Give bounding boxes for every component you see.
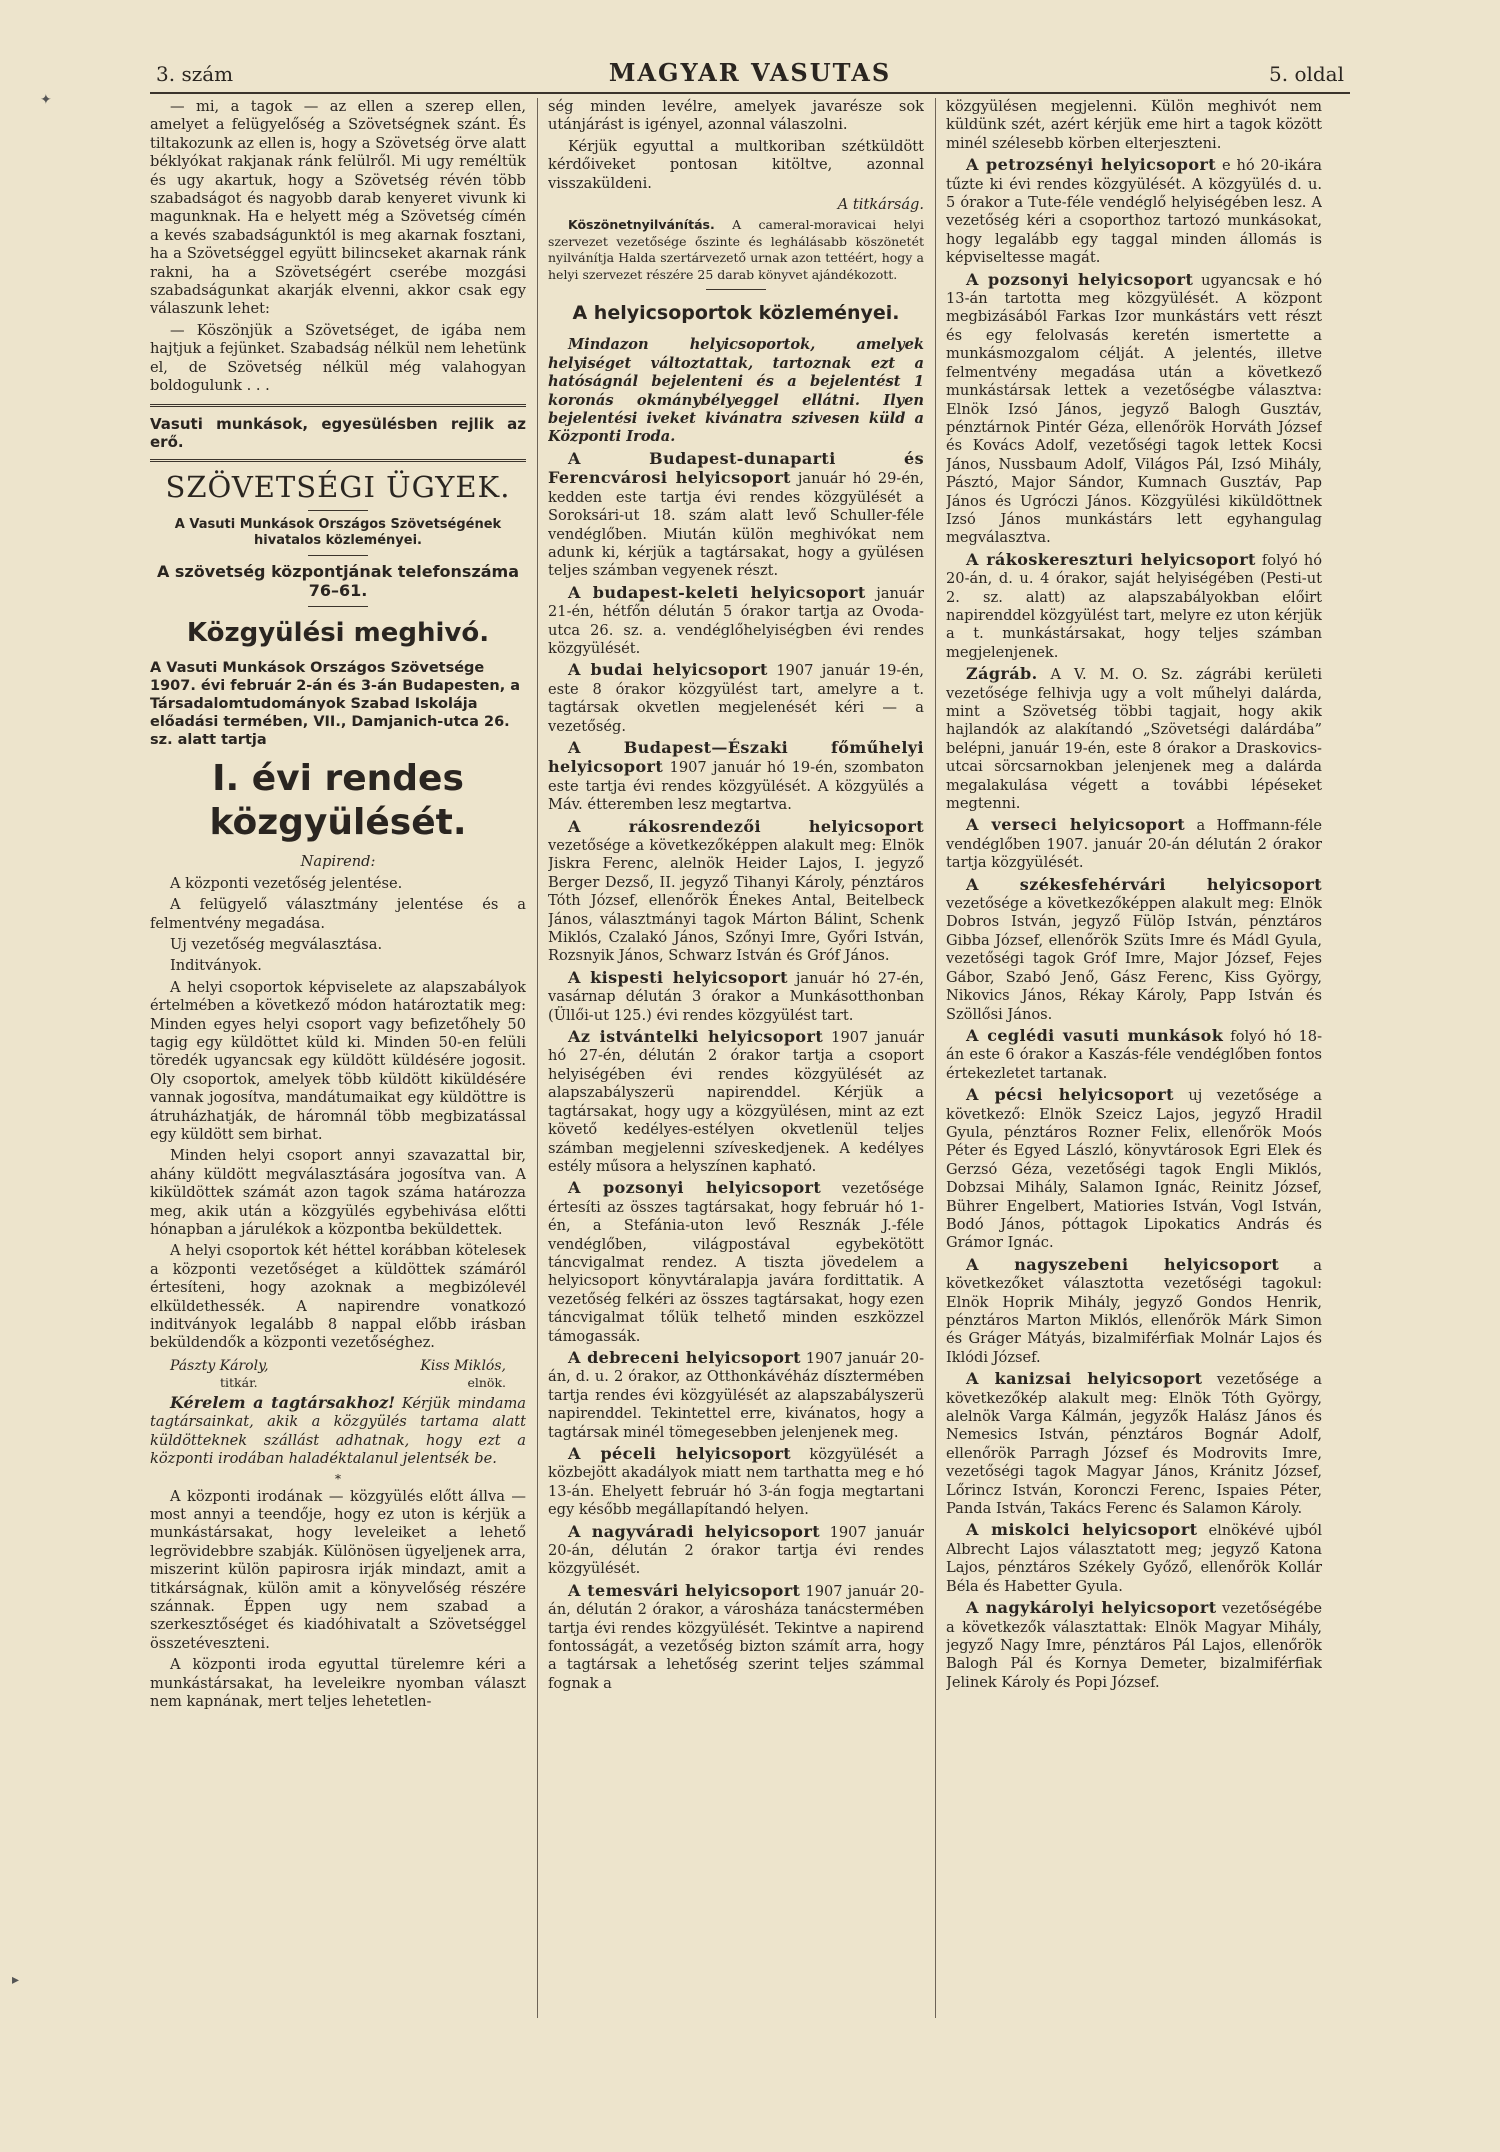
notice-group-name: A rákosrendezői helyicsoport [568, 816, 924, 836]
signatures [150, 1357, 526, 1375]
notice-text: elnökévé ujból Albrecht Lajos választatott meg; jegyző Katona Lajos, pénztáros Székely Győző, ellenőrök Kollár Béla és Habetter Gyula. [946, 1522, 1322, 1595]
local-notice [946, 1599, 1322, 1692]
request-title: Kérelem a tagtársakhoz! [170, 1392, 396, 1412]
phone-number: A szövetség központjának telefonszáma 76–61. [156, 562, 520, 601]
signature-president: Kiss Miklós, [420, 1357, 506, 1374]
local-notice [946, 156, 1322, 267]
notice-group-name: Az istvántelki helyicsoport [568, 1027, 824, 1047]
article-paragraph: közgyülésen megjelenni. Külön meghivót nem küldünk szét, azért kérjük eme hirt a tagok között minél szélesebb körben elterjeszteni. [946, 98, 1322, 152]
notice-text: vezetősége a következőkép alakult meg: Elnök Tóth György, alelnök Varga Kálmán, jegyzők Halász János és Nemesics István, pénztáros Bognár Adolf, ellenőrök Parragh József és Modrovits Imre, vezetőségi tagok Magyar János, Kránitz József, Lőrincz István, Koronczi Ferenc, Ispaies Péter, Panda István, Takács Ferenc és Salamon Károly. [946, 1371, 1322, 1518]
rules-paragraph: A helyi csoportok két héttel korábban kötelesek a központi vezetőséget a küldöttek számáról értesíteni, hogy azoknak a megbizólevél elküldethessék. A napirendre vonatkozó inditványok legalább 8 nappal előbb irásban beküldendők a központi vezetőséghez. [150, 1242, 526, 1352]
divider [308, 606, 368, 607]
notice-list [946, 156, 1322, 1692]
notice-group-name: A Budapest-dunaparti és Ferencvárosi helyicsoport [548, 448, 924, 488]
notice-text: január 21-én, hétfőn délután 5 órakor tartja az Ovoda-utca 26. sz. a. vendéglőhelyiségben évi rendes közgyülését. [548, 584, 924, 657]
notice-text: folyó hó 20-án, d. u. 4 órakor, saját helyiségében (Pesti-ut 2. sz. alatt) az alapszabályokban előirt napirenddel közgyülést tart, melyre ez uton kérjük a t. munkástársakat, hogy teljes számban megjelenjenek. [946, 551, 1322, 661]
notice-text: 1907 január 20-án, délután 2 órakor tartja évi rendes közgyülését. [548, 1523, 924, 1578]
notice-text: uj vezetősége a következő: Elnök Szeicz Lajos, jegyző Hradil Gyula, pénztáros Rozner Felix, ellenőrök Moós Péter és Egyed László, könyvtárosok Egri Elek és Gerzsó Géza, vezetőségi tagok Engli Miklós, Dobzsai Mihály, Salamon Ignác, Reinitz József, Bührer Engelbert, Matiories István, Vogl István, Bodó János, póttagok Lipokatics András és Grámor Ignác. [946, 1087, 1322, 1252]
local-notice [548, 1349, 924, 1442]
local-notice [548, 1179, 924, 1346]
notice-group-name: A péceli helyicsoport [568, 1444, 792, 1463]
page-header [150, 58, 1350, 94]
margin-mark: ✦ [40, 92, 52, 108]
local-notice [548, 1028, 924, 1176]
notice-group-name: A pécsi helyicsoport [966, 1085, 1174, 1105]
signature-secretary: Pászty Károly, [170, 1357, 269, 1374]
notice-group-name: A temesvári helyicsoport [568, 1580, 801, 1600]
notice-text: január hó 27-én, vasárnap délután 3 órakor a Munkásotthonban (Üllői-ut 125.) évi rendes közgyülést tart. [548, 969, 924, 1024]
article-paragraph: ség minden levélre, amelyek javarésze sok utánjárást is igényel, azonnal válaszolni. [548, 98, 924, 134]
rules-paragraph: Minden helyi csoport annyi szavazattal bir, ahány küldött megválasztására jogosítva van. A kiküldöttek számát azon tagok száma határozza meg, akik után a közgyülés egybehivása előtti hónapban a járulékok a központba beküldettek. [150, 1147, 526, 1239]
column-divider [935, 98, 936, 2018]
official-note: A Vasuti Munkások Országos Szövetségének hivatalos közleményei. [174, 517, 502, 549]
slogan: Vasuti munkások, egyesülésben rejlik az erő. [150, 414, 526, 451]
notice-text: 1907 január hó 19-én, szombaton este tartja évi rendes közgyülését. A közgyülés a Máv. étteremben lesz megtartva. [548, 759, 924, 814]
notice-text: a Hoffmann-féle vendéglőben 1907. január 20-án délután 2 órakor tartja közgyülését. [946, 817, 1322, 872]
separator-star: * [335, 1471, 341, 1486]
notice-text: ugyancsak e hó 13-án tartotta meg közgyülését. A központ megbizásából Farkas Izor munkástárs vett részt és egy felolvasás keretén ismertette a munkásmozgalom célját. A jelentés, illetve felmentvény megadása után a következő munkástársak lettek a vezetőségbe választva: Elnök Izsó János, jegyző Balogh Gusztáv, pénztárnok Pintér Géza, ellenőrök Horváth József és Kovács Adolf, vezetőségi tagok lettek Kocsi János, Nussbaum Adolf, Világos Pál, Izsó Mihály, Pásztó, Major Sándor, Kumnach Gusztáv, Pap János és Ugróczi János. Közgyülési kiküldöttnek Izsó János munkástárs lett egyhangulag megválasztva. [946, 271, 1322, 547]
notice-group-name: A pozsonyi helyicsoport [568, 1178, 822, 1198]
local-notice [548, 1523, 924, 1579]
notice-group-name: A rákoskereszturi helyicsoport [966, 549, 1256, 569]
notice-group-name: A kanizsai helyicsoport [966, 1369, 1203, 1389]
office-paragraph: A központi irodának — közgyülés előtt állva — most annyi a teendője, hogy ez uton is kérjük a munkástársakat, hogy leveleiket a lehető legrövidebbre szabják. Különösen ügyeljenek arra, miszerint külön papirosra irják mindazt, amit a titkárságnak, külön amit a könyvelőség részére szánnak. Éppen ugy nem szabad a szerkesztőséget és kiadóhivatalt a Szövetséggel összetéveszteni. [150, 1487, 526, 1652]
title-president: elnök. [467, 1374, 506, 1390]
notice-text: e hó 20-ikára tűzte ki évi rendes közgyülését. A közgyülés d. u. 5 órakor a Tute-féle vendéglő helyiségében lesz. A vezetőség kéri a csoporthoz tartozó munkásokat, hogy legalább egy taggal minden állomás is képviseltesse magát. [946, 157, 1322, 267]
local-notice [946, 1086, 1322, 1253]
request-block [150, 1394, 526, 1469]
notice-text: vezetőségébe a következők választattak: Elnök Magyar Mihály, jegyző Nagy Imre, pénztáros Pál Lajos, ellenőrök Balogh Pál és Kornya Demeter, bizalmiférfiak Jelinek Károly és Popi József. [946, 1600, 1322, 1691]
divider [706, 289, 766, 290]
notice-group-name: A nagyszebeni helyicsoport [966, 1254, 1280, 1274]
notice-group-name: A pozsonyi helyicsoport [966, 269, 1194, 289]
invite-title: Közgyülési meghivó. [186, 618, 490, 649]
notice-group-name: A nagykárolyi helyicsoport [966, 1598, 1217, 1618]
notice-group-name: A budapest-keleti helyicsoport [568, 582, 866, 602]
notice-group-name: A székesfehérvári helyicsoport [966, 874, 1322, 894]
local-notice [548, 661, 924, 736]
local-notice [946, 551, 1322, 662]
article-paragraph: — Köszönjük a Szövetséget, de igába nem hajtjuk a fejünket. Szabadság nélkül nem lehetünk el, de Szövetség nélkül még valahogyan boldogulunk . . . [150, 321, 526, 395]
notice-list [548, 450, 924, 1693]
local-notice [548, 1445, 924, 1520]
notice-text: 1907 január 19-én, este 8 órakor közgyülést tart, amelyre a t. tagtársak okvetlen megjelenését kéri — a vezetőség. [548, 662, 924, 735]
article-paragraph: — mi, a tagok — az ellen a szerep ellen, amelyet a felügyelőség a Szövetségnek szánt. És tiltakozunk az ellen is, hogy a Szövetség örve alatt béklyókat rakjanak ránk felülről. Mi ugy reméltük és ugy akartuk, hogy a Szövetség révén több szabadságot és nagyobb darab kenyeret vivunk ki magunknak. Ha e helyett még a Szövetség címén a kevés szabadságunktól is meg akarnak fosztani, ha a Szövetséggel együtt bilincseket akarnak ránk rakni, ha a Szövetségért cserébe mozgási szabadságunkat akarják elvenni, akkor csak egy válaszunk lehet: [150, 98, 526, 318]
thanks-label: Köszönetnyilvánítás. [568, 217, 715, 233]
rules-paragraph: A helyi csoportok képviselete az alapszabályok értelmében a következő módon határoztatik meg: Minden egyes helyi csoport vagy befizetőhely 50 tagig egy küldöttet küld ki. Minden 50-en felüli töredék ugyancsak egy küldött küldésére jogosit. Oly csoportok, amelyek több küldött kiküldésére vannak jogosítva, mandátumaikat egy küldöttre is átruházhatják, de háromnál több megbizatással egy küldött sem birhat. [150, 978, 526, 1143]
office-paragraph: A központi iroda egyuttal türelemre kéri a munkástársakat, ha leveleikre nyomban választ nem kapnának, mert teljes lehetetlen- [150, 1656, 526, 1710]
notice-group-name: A budai helyicsoport [568, 660, 768, 680]
local-notice [946, 1521, 1322, 1596]
notice-group-name: A miskolci helyicsoport [966, 1520, 1198, 1540]
notice-text: közgyülését a közbejött akadályok miatt nem tarthatta meg e hó 13-án. Ehelyett február hó 3-án fogja megtartani egy később megállapítandó helyen. [548, 1446, 924, 1519]
local-notice [946, 1027, 1322, 1083]
local-notice [946, 1370, 1322, 1518]
notice-group-name: A Budapest—Északi főműhelyi helyicsoport [548, 737, 924, 777]
notice-group-name: Zágráb. [966, 664, 1038, 684]
local-notice [548, 1582, 924, 1693]
notice-text: A V. M. O. Sz. zágrábi kerületi vezetősége felhivja ugy a volt műhelyi dalárda, mint a Szövetség többi tagjait, hogy akik hajlandók az alakítandó „Szövetségi dalárdába” belépni, január 19-én, este 8 órakor a Draskovics-utcai sörcsarnokban jelenjenek meg a dalárda megalakulása végett a további lépéseket megtenni. [946, 666, 1322, 813]
section-heading: SZÖVETSÉGI ÜGYEK. [165, 470, 511, 505]
agenda-label: Napirend: [300, 853, 376, 871]
page-number: 5. oldal [1269, 62, 1344, 86]
thanks-notice [548, 217, 924, 283]
column-1 [150, 98, 526, 2028]
agenda-item: Uj vezetőség megválasztása. [170, 935, 383, 953]
article-paragraph: Kérjük egyuttal a multkoriban szétküldött kérdőiveket pontosan kitöltve, azonnal visszaküldeni. [548, 137, 924, 192]
local-notice [946, 816, 1322, 872]
column-divider [537, 98, 538, 2018]
notice-text: vezetősége a következőképpen alakult meg: Elnök Dobros István, jegyző Fülöp István, pénztáros Gibba József, ellenőrök Szüts Imre és Mádl Gyula, vezetőségi tagok Gróf Imre, Major József, Fejes Gábor, Szabó Jenő, Gász Ferenc, Kiss György, Nikovics János, Rékay Károly, Papp István és Szöllősi János. [946, 895, 1322, 1023]
notice-group-name: A debreceni helyicsoport [568, 1347, 801, 1367]
local-notice [946, 665, 1322, 813]
notice-text: vezetősége értesíti az összes tagtársakat, hogy február hó 1-én, a Stefánia-uton levő Resznák J.-féle vendéglőben, világpostával egybekötött táncvigalmat rendez. A tiszta jövedelem a helyicsoport könyvtáralapja javára fordittatik. A vezetőség felkéri az összes tagtársakat, hogy ezen táncvigalmat tőlük telhető minden eszközzel támogassák. [548, 1180, 924, 1345]
notice-text: 1907 január 20-án, délután 2 órakor, a városháza tanácstermében tartja évi rendes közgyülését. Tekintve a napirend fontosságát, a vezetőség bizton számít arra, hogy a tagtársak a lehetőség szerint teljes számmal fognak a [548, 1582, 924, 1692]
notice-text: a következőket választotta vezetőségi tagokul: Elnök Hoprik Mihály, jegyző Gondos Henrik, pénztáros Marton Miklós, ellenőrök Márk Simon és Gráger Mátyás, bizalmiférfiak Molnár Lajos és Iklódi József. [946, 1256, 1322, 1366]
notice-text: január hó 29-én, kedden este tartja évi rendes közgyülését a Soroksári-ut 18. szám alatt levő Schuller-féle vendéglőben. Miután külön meghivókat nem adunk ki, kérjük a tagtársakat, hogy a gyülésen teljes számban vegyenek részt. [548, 470, 924, 580]
divider [308, 510, 368, 511]
notice-text: 1907 január 20-án, d. u. 2 órakor, az Otthonkávéház dísztermében tartja rendes évi közgyülését az alapszabályszerü napirenddel. Tekintettel erre, kivánatos, hogy a tagtársak minél tömegesebben jelenjenek meg. [548, 1349, 924, 1441]
notice-text: vezetősége a következőképpen alakult meg: Elnök Jiskra Ferenc, alelnök Heider Lajos, I. jegyző Berger Dezső, II. jegyző Tihanyi Károly, pénztáros Tóth József, ellenőrök Énekes Antal, Beitelbeck János, választmányi tagok Márton Bálint, Schenk Miklós, Czalakó János, Szőnyi Imre, Győri István, Rozsnyik János, Schwarz István és Gróf János. [548, 837, 924, 965]
column-2 [548, 98, 924, 2028]
request-text: Kérjük mindama tagtársainkat, akik a közgyülés tartama alatt küldötteknek szállást adhatnak, hogy ezt a központi irodában haladéktalanul jelentsék be. [150, 1394, 526, 1468]
invite-text: A Vasuti Munkások Országos Szövetsége 1907. évi február 2-án és 3-án Budapesten, a Társadalomtudományok Szabad Iskolája előadási termében, VII., Damjanich-utca 26. sz. alatt tartja [150, 660, 521, 749]
divider [308, 555, 368, 556]
agenda-item: A központi vezetőség jelentése. [170, 874, 403, 892]
local-notice [946, 271, 1322, 548]
signature-secretariat: A titkárság. [837, 196, 924, 214]
local-notice [548, 584, 924, 659]
newspaper-title: MAGYAR VASUTAS [608, 58, 892, 87]
local-notice [548, 969, 924, 1025]
signature-titles [150, 1375, 526, 1390]
notice-text: 1907 január hó 27-én, délután 2 órakor tartja a csoport helyiségében évi rendes közgyülését az alapszabályszerü napirenddel. Kérjük a tagtársakat, hogy ugy a közgyülésen, mint az ezt követő kedélyes-estélyen okvetlenül teljes számban megjelenni szíveskedjenek. A kedélyes estély műsora a helyszínen kapható. [548, 1029, 924, 1175]
local-notice [548, 450, 924, 581]
issue-number: 3. szám [156, 62, 234, 86]
notice-group-name: A verseci helyicsoport [966, 815, 1186, 835]
notices-title: A helyicsoportok közleményei. [572, 302, 900, 325]
notice-group-name: A nagyváradi helyicsoport [568, 1521, 820, 1541]
notice-group-name: A petrozsényi helyicsoport [966, 155, 1217, 175]
divider [150, 459, 526, 462]
margin-mark: ▸ [12, 1972, 20, 1988]
notice-group-name: A ceglédi vasuti munkások [966, 1025, 1224, 1045]
divider [150, 404, 526, 407]
notice-intro: Mindazon helyicsoportok, amelyek helyiséget változtattak, tartoznak ezt a hatóságnál bejelenteni és a bejelentést 1 koronás okmánybélyeggel ellátni. Ilyen bejelentési iveket kivánatra szivesen küld a Központi Iroda. [548, 336, 924, 446]
column-3 [946, 98, 1322, 2028]
local-notice [946, 1256, 1322, 1367]
local-notice [548, 818, 924, 966]
agenda-item: Inditványok. [170, 957, 262, 975]
local-notice [946, 876, 1322, 1024]
local-notice [548, 739, 924, 815]
thanks-text: A cameral-moravicai helyi szervezet vezetősége őszinte és leghálásabb köszönetét nyilvánítja Halda szertárvezető urnak azon tettéért, hogy a helyi szervezet részére 25 darab könyvet ajándékozott. [548, 217, 924, 282]
notice-text: folyó hó 18-án este 6 órakor a Kaszás-féle vendéglőben fontos értekezletet tartanak. [946, 1027, 1322, 1082]
agenda-item: A felügyelő választmány jelentése és a felmentvény megadása. [150, 896, 526, 932]
notice-group-name: A kispesti helyicsoport [568, 967, 788, 987]
meeting-title: I. évi rendes közgyülését. [209, 758, 467, 844]
title-secretary: titkár. [220, 1374, 258, 1390]
